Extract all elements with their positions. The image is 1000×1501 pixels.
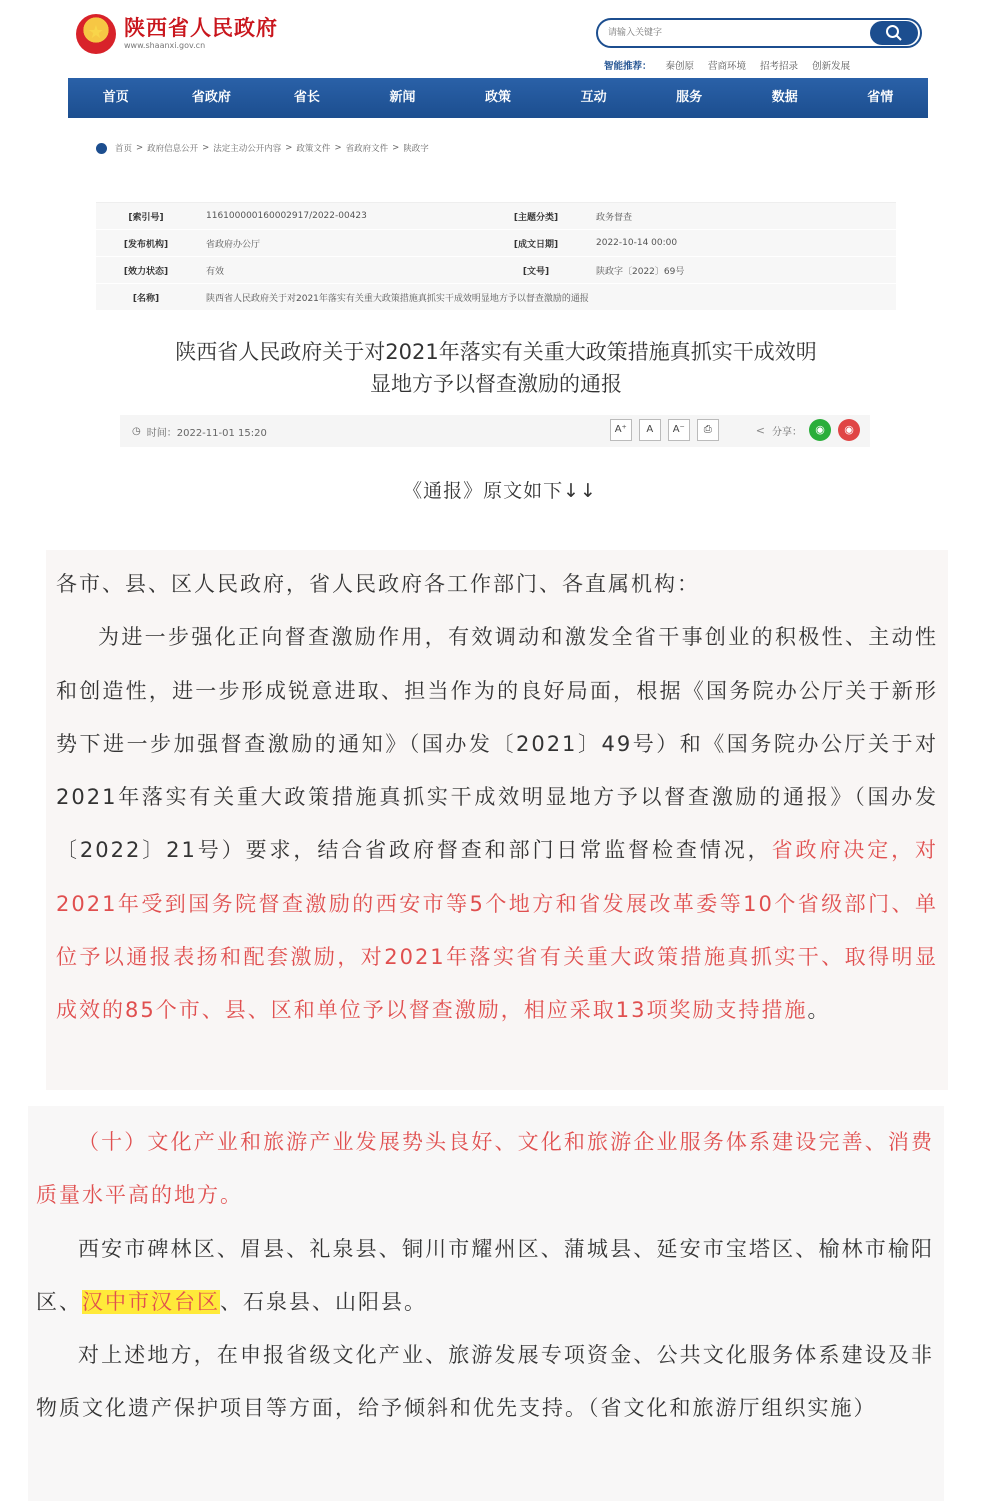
nav-interaction[interactable]: 互动	[580, 90, 607, 105]
font-medium-button[interactable]: A	[639, 419, 661, 441]
main-nav	[68, 78, 928, 118]
nav-governor[interactable]: 省长	[293, 90, 320, 105]
smart-link[interactable]: 营商环境	[708, 61, 747, 72]
support-measures: 对上述地方，在申报省级文化产业、旅游发展专项资金、公共文化服务体系建设及非物质文化遗产保护项目等方面，给予倾斜和优先支持。（省文化和旅游厅组织实施）	[36, 1343, 934, 1421]
screenshot-website	[68, 0, 928, 455]
search-button[interactable]	[870, 21, 918, 45]
meta-key: [文号]	[522, 266, 550, 277]
notice-body	[56, 611, 938, 1037]
body-text-end: 。	[807, 998, 831, 1023]
site-url: www.shaanxi.gov.cn	[124, 41, 206, 50]
search-input[interactable]	[608, 24, 868, 42]
location-icon	[96, 143, 107, 154]
wechat-share-icon[interactable]: ◉	[809, 419, 831, 441]
county-list-text: 西安市碑林区、眉县、礼泉县、铜川市耀州区、蒲城县、延安市宝塔区、榆林市榆阳区、	[36, 1236, 934, 1314]
breadcrumb: 首页 > 政府信息公开 > 法定主动公开内容 > 政策文件 > 省政府文件 > 陕政字	[96, 138, 906, 158]
font-small-button[interactable]: A⁻	[668, 419, 690, 441]
publish-time: 时间：2022-11-01 15:20	[146, 427, 267, 439]
nav-news[interactable]: 新闻	[389, 90, 416, 105]
meta-value: 陕政字〔2022〕69号	[596, 266, 685, 277]
smart-link[interactable]: 创新发展	[812, 61, 851, 72]
nav-home[interactable]: 首页	[102, 90, 129, 105]
nav-data[interactable]: 数据	[771, 90, 798, 105]
national-emblem-icon	[76, 14, 116, 54]
body-text-emphasis: 省政府决定，对2021年受到国务院督查激励的西安市等5个地方和省发展改革委等10个省级部门、单位予以通报表扬和配套激励，对2021年落实省有关重大政策措施真抓实干、取得明显成效的85个市、县、区和单位予以督查激励，相应采取13项奖励支持措施	[56, 838, 939, 1023]
meta-value: 有效	[206, 266, 225, 277]
meta-value: 11610000016000291​7/2022-00423	[206, 211, 367, 221]
meta-value: 2022-10-14 00:00	[596, 238, 678, 248]
breadcrumb-item[interactable]: 法定主动公开内容	[213, 144, 282, 154]
smart-recommend	[604, 58, 850, 72]
document-title-line: 陕西省人民政府关于对2021年落实有关重大政策措施真抓实干成效明	[175, 340, 817, 364]
body-text: 为进一步强化正向督查激励作用，有效调动和激发全省干事创业的积极性、主动性和创造性，进一步形成锐意进取、担当作为的良好局面，根据《国务院办公厅关于新形势下进一步加强督查激励的通知》（国办发〔2021〕49号）和《国务院办公厅关于对2021年落实有关重大政策措施真抓实干成效明显地方予以督查激励的通报》（国办发〔2022〕21号）要求，结合省政府督查和部门日常监督检查情况，	[56, 625, 938, 863]
search-box	[596, 18, 922, 48]
breadcrumb-item[interactable]: 政策文件	[296, 144, 331, 154]
nav-policy[interactable]: 政策	[485, 90, 512, 105]
smart-link[interactable]: 秦创原	[665, 61, 695, 72]
smart-link[interactable]: 招考招录	[760, 61, 799, 72]
culture-tourism-panel	[28, 1106, 944, 1501]
breadcrumb-item[interactable]: 首页	[115, 144, 133, 154]
meta-key: [名称]	[132, 293, 160, 304]
print-button[interactable]: ⎙	[697, 419, 719, 441]
site-logo[interactable]	[76, 14, 278, 54]
article-toolbar	[120, 415, 870, 447]
nav-service[interactable]: 服务	[676, 90, 703, 105]
meta-value: 省政府办公厅	[206, 239, 261, 250]
document-title	[96, 336, 896, 400]
nav-government[interactable]: 省政府	[191, 90, 231, 105]
article-page	[96, 138, 906, 439]
notice-excerpt-panel	[46, 550, 948, 1090]
meta-key: [索引号]	[128, 212, 164, 223]
meta-value: 政务督查	[596, 212, 633, 223]
breadcrumb-item[interactable]: 省政府文件	[345, 144, 389, 154]
meta-row	[96, 257, 896, 284]
breadcrumb-item-current: 陕政字	[403, 144, 429, 154]
caption: 《通报》原文如下↓↓	[403, 480, 597, 502]
share-icon: <	[755, 423, 765, 437]
meta-key: [成文日期]	[513, 239, 559, 250]
salutation: 各市、县、区人民政府，省人民政府各工作部门、各直属机构：	[56, 572, 700, 596]
county-list	[36, 1223, 934, 1330]
weibo-share-icon[interactable]: ◉	[838, 419, 860, 441]
document-title-line: 显地方予以督查激励的通报	[370, 372, 622, 396]
highlighted-county: 汉中市汉台区	[82, 1289, 220, 1314]
meta-key: [发布机构]	[123, 239, 169, 250]
meta-row	[96, 230, 896, 257]
search-icon	[885, 24, 903, 42]
document-meta-table	[96, 202, 896, 311]
meta-value: 陕西省人民政府关于对2021年落实有关重大政策措施真抓实干成效明显地方予以督查激励的通报	[206, 293, 589, 304]
font-large-button[interactable]: A⁺	[610, 419, 632, 441]
site-title: 陕西省人民政府	[124, 16, 278, 40]
meta-key: [主题分类]	[513, 212, 559, 223]
clock-icon: ◷	[132, 425, 141, 437]
nav-province-info[interactable]: 省情	[867, 90, 894, 105]
meta-row	[96, 284, 896, 311]
county-list-text: 、石泉县、山阳县。	[220, 1289, 427, 1314]
meta-key: [效力状态]	[123, 266, 169, 277]
meta-row	[96, 203, 896, 230]
breadcrumb-item[interactable]: 政府信息公开	[147, 144, 199, 154]
section-heading: （十）文化产业和旅游产业发展势头良好、文化和旅游企业服务体系建设完善、消费质量水平高的地方。	[36, 1130, 934, 1208]
share-label: 分享：	[772, 426, 802, 438]
smart-label: 智能推荐：	[604, 61, 652, 72]
